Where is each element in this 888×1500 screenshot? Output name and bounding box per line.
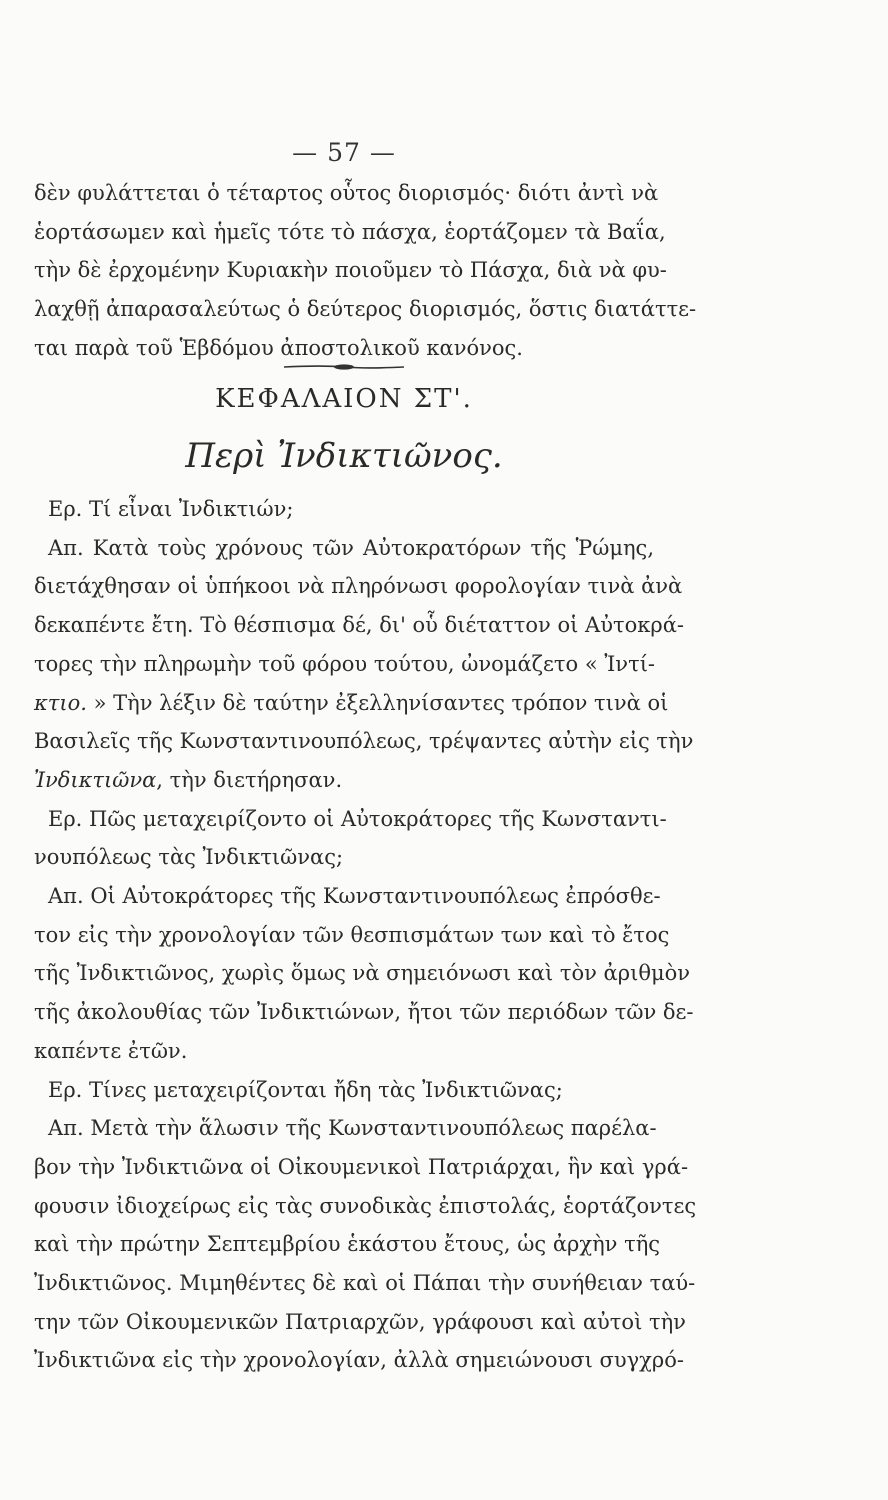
answer-line: Απ. Μετὰ τὴν ἅλωσιν τῆς Κωνσταντινουπόλεως παρέλα-	[48, 1116, 657, 1141]
text-line: ται παρὰ τοῦ Ἑβδόμου ἀποστολικοῦ κανόνος.	[34, 335, 523, 360]
ornamental-divider	[282, 364, 406, 370]
text-line: τον εἰς τὴν χρονολογίαν τῶν θεσπισμάτων των καὶ τὸ ἔτος	[34, 922, 670, 947]
text-line: βον τὴν Ἰνδικτιῶνα οἱ Οἰκουμενικοὶ Πατριάρχαι, ἣν καὶ γρά-	[34, 1154, 689, 1179]
body-text	[34, 490, 697, 1380]
italic-term: κτιο.	[34, 690, 87, 715]
answer-line: Απ. Κατὰ τοὺς χρόνους τῶν Αὐτοκρατόρων τῆς Ῥώμης,	[48, 535, 654, 560]
text-line: δὲν φυλάττεται ὁ τέταρτος οὗτος διορισμός· διότι ἀντὶ νὰ	[34, 181, 659, 205]
text-line: φουσιν ἰδιοχείρως εἰς τὰς συνοδικὰς ἐπιστολάς, ἑορτάζοντες	[34, 1193, 697, 1218]
text-fragment: , τὴν διετήρησαν.	[156, 767, 343, 792]
question-line: Ερ. Πῶς μεταχειρίζοντο οἱ Αὐτοκράτορες τῆς Κωνσταντι-	[48, 806, 667, 831]
text-line	[34, 761, 654, 800]
text-line: τορες τὴν πληρωμὴν τοῦ φόρου τούτου, ὠνομάζετο « Ἰντί-	[34, 651, 656, 676]
page-number: — 57 —	[292, 138, 396, 167]
text-line: καὶ τὴν πρώτην Σεπτεμβρίου ἑκάστου ἔτους, ὡς ἀρχὴν τῆς	[34, 1232, 661, 1257]
text-line: την τῶν Οἰκουμενικῶν Πατριαρχῶν, γράφουσι καὶ αὐτοὶ τὴν	[34, 1309, 686, 1334]
text-line: καπέντε ἐτῶν.	[34, 1038, 188, 1063]
text-line: νουπόλεως τὰς Ἰνδικτιῶνας;	[34, 845, 344, 870]
text-line	[34, 684, 669, 723]
text-line: ἑορτάσωμεν καὶ ἡμεῖς τότε τὸ πάσχα, ἑορτάζομεν τὰ Βαΐα,	[34, 219, 666, 244]
text-line: τῆς ἀκολουθίας τῶν Ἰνδικτιώνων, ἤτοι τῶν περιόδων τῶν δε-	[34, 1000, 694, 1025]
text-line: Ἰνδικτιῶνος. Μιμηθέντες δὲ καὶ οἱ Πάπαι τὴν συνήθειαν ταύ-	[34, 1271, 696, 1296]
answer-line: Απ. Οἱ Αὐτοκράτορες τῆς Κωνσταντινουπόλεως ἐπρόσθε-	[48, 884, 661, 909]
text-line: διετάχθησαν οἱ ὑπήκοοι νὰ πληρόνωσι φορολογίαν τινὰ ἀνὰ	[34, 574, 683, 599]
section-title: Περὶ Ἰνδικτιῶνος.	[185, 436, 503, 476]
question-line: Ερ. Τίνες μεταχειρίζονται ἤδη τὰς Ἰνδικτιῶνας;	[48, 1077, 563, 1102]
text-line: τῆς Ἰνδικτιῶνος, χωρὶς ὅμως νὰ σημειόνωσι καὶ τὸν ἀριθμὸν	[34, 961, 691, 986]
text-line: τὴν δὲ ἐρχομένην Κυριακὴν ποιοῦμεν τὸ Πάσχα, διὰ νὰ φυ-	[34, 258, 667, 283]
question-line: Ερ. Τί εἶναι Ἰνδικτιών;	[48, 497, 294, 521]
text-line: Ἰνδικτιῶνα εἰς τὴν χρονολογίαν, ἀλλὰ σημειώνουσι συγχρό-	[34, 1348, 684, 1373]
italic-term: Ἰνδικτιῶνα	[34, 767, 157, 792]
intro-paragraph	[34, 174, 697, 368]
text-fragment: » Τὴν λέξιν δὲ ταύτην ἐξελληνίσαντες τρόπον τινὰ οἱ	[86, 690, 669, 715]
text-line: Βασιλεῖς τῆς Κωνσταντινουπόλεως, τρέψαντες αὐτὴν εἰς τὴν	[34, 729, 694, 754]
text-line: λαχθῇ ἀπαρασαλεύτως ὁ δεύτερος διορισμός, ὅστις διατάττε-	[34, 297, 697, 322]
text-line: δεκαπέντε ἔτη. Τὸ θέσπισμα δέ, δι' οὗ διέταττον οἱ Αὐτοκρά-	[34, 613, 684, 638]
chapter-title: ΚΕΦΑΛΑΙΟΝ ΣΤ'.	[215, 384, 473, 414]
